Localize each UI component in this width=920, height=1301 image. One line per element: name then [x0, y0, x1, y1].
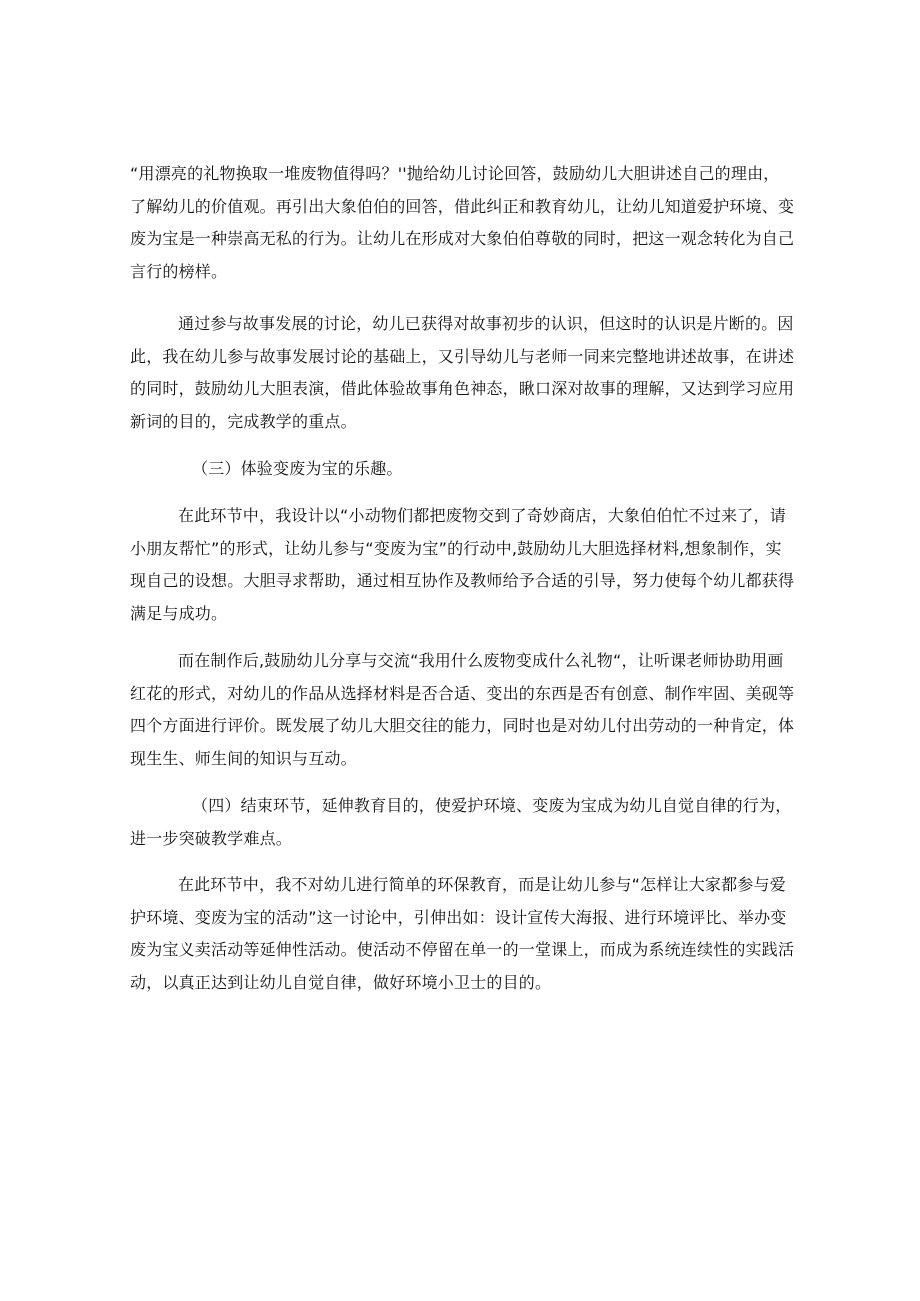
section-heading-4: （四）结束环节，延伸教育目的，使爱护环境、变废为宝成为幼儿自觉自律的行为，进一步突破教学难点。 [130, 796, 792, 848]
paragraph-sharing-evaluation: 而在制作后,鼓励幼儿分享与交流“我用什么废物变成什么礼物“，让听课老师协助用画红花的形式，对幼儿的作品从选择材料是否合适、变出的东西是否有创意、制作牢固、美砚等四个方面进行评价。既发展了幼儿大胆交往的能力，同时也是对幼儿付出劳动的一种肯定，体现生生、师生间的知识与互动。 [130, 651, 795, 768]
paragraph-making-activity: 在此环节中，我设计以“小动物们都把废物交到了奇妙商店，大象伯伯忙不过来了，请小朋友帮忙”的形式，让幼儿参与“变废为宝”的行动中,鼓励幼儿大胆选择材料,想象制作，实现自己的设想。大胆寻求帮助，通过相互协作及教师给予合适的引导，努力使每个幼儿都获得满足与成功。 [130, 506, 795, 623]
paragraph-value-discussion: “用漂亮的礼物换取一堆废物值得吗？''抛给幼儿讨论回答，鼓励幼儿大胆讲述自己的理由，了解幼儿的价值观。再引出大象伯伯的回答，借此纠正和教育幼儿，让幼儿知道爱护环境、变废为宝是一种崇高无私的行为。让幼儿在形成对大象伯伯尊敬的同时，把这一观念转化为自己言行的榜样。 [130, 164, 795, 281]
section-heading-3: （三）体验变废为宝的乐趣。 [192, 459, 403, 478]
paragraph-extension-activity: 在此环节中，我不对幼儿进行简单的环保教育，而是让幼儿参与“怎样让大家都参与爱护环境、变废为宝的活动”这一讨论中，引伸出如：设计宣传大海报、进行环境评比、举办变废为宝义卖活动等延伸性活动。使活动不停留在单一的一堂课上，而成为系统连续性的实践活动，以真正达到让幼儿自觉自律，做好环境小卫士的目的。 [130, 875, 795, 992]
paragraph-story-retelling: 通过参与故事发展的讨论，幼儿已获得对故事初步的认识，但这时的认识是片断的。因此，我在幼儿参与故事发展讨论的基础上，又引导幼儿与老师一同来完整地讲述故事，在讲述的同时，鼓励幼儿大胆表演，借此体验故事角色神态，瞅口深对故事的理解，又达到学习应用新词的目的，完成教学的重点。 [130, 314, 795, 431]
